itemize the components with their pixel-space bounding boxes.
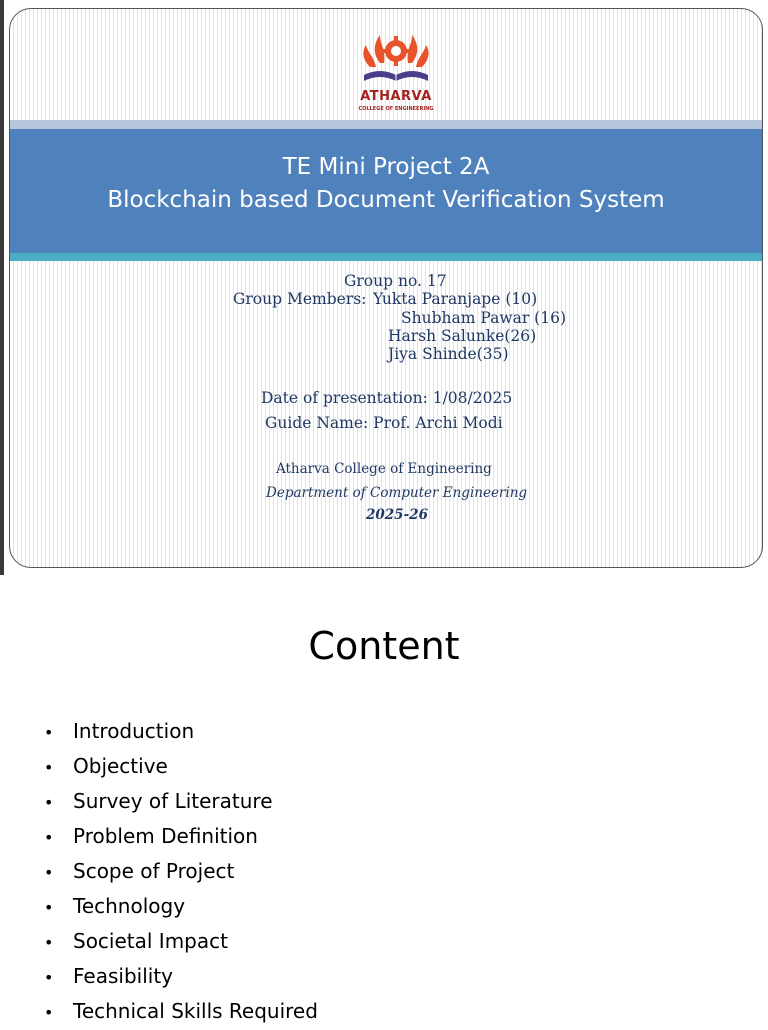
group-member: Harsh Salunke(26) xyxy=(388,327,537,345)
logo-subtitle: COLLEGE OF ENGINEERING xyxy=(358,106,434,112)
list-item-label: Problem Definition xyxy=(73,824,258,848)
list-item-label: Survey of Literature xyxy=(73,789,273,813)
bullet-icon: • xyxy=(44,898,54,917)
list-item-label: Technology xyxy=(73,894,186,918)
list-item xyxy=(44,855,318,890)
list-item xyxy=(44,995,318,1030)
college-logo xyxy=(350,23,442,119)
title-band-top xyxy=(10,120,762,129)
list-item xyxy=(44,925,318,960)
page-left-edge xyxy=(0,0,4,575)
content-heading: Content xyxy=(308,624,460,668)
group-members-label: Group Members: xyxy=(233,290,367,308)
list-item xyxy=(44,785,318,820)
list-item xyxy=(44,715,318,750)
list-item-label: Societal Impact xyxy=(73,929,228,953)
logo-name: ATHARVA xyxy=(360,89,432,104)
slide-title-line1: TE Mini Project 2A xyxy=(282,154,490,180)
list-item-label: Technical Skills Required xyxy=(73,999,318,1023)
title-slide xyxy=(9,8,763,568)
slide-title-line2: Blockchain based Document Verification System xyxy=(107,187,665,213)
group-member: Jiya Shinde(35) xyxy=(388,345,509,363)
bullet-icon: • xyxy=(44,933,54,952)
group-member: Yukta Paranjape (10) xyxy=(373,290,538,308)
presentation-date: Date of presentation: 1/08/2025 xyxy=(261,389,513,407)
list-item xyxy=(44,750,318,785)
list-item-label: Feasibility xyxy=(73,964,173,988)
bullet-icon: • xyxy=(44,968,54,987)
bullet-icon: • xyxy=(44,758,54,777)
logo-emblem-icon xyxy=(350,23,442,93)
college-name: Atharva College of Engineering xyxy=(276,461,492,477)
bullet-icon: • xyxy=(44,863,54,882)
bullet-icon: • xyxy=(44,828,54,847)
guide-name: Guide Name: Prof. Archi Modi xyxy=(265,414,503,432)
list-item xyxy=(44,820,318,855)
list-item-label: Introduction xyxy=(73,719,195,743)
group-member: Shubham Pawar (16) xyxy=(401,309,566,327)
content-list xyxy=(44,715,318,1030)
list-item xyxy=(44,890,318,925)
list-item-label: Scope of Project xyxy=(73,859,235,883)
title-band-bottom xyxy=(10,253,762,261)
bullet-icon: • xyxy=(44,793,54,812)
department-name: Department of Computer Engineering xyxy=(266,485,528,501)
academic-year: 2025-26 xyxy=(366,507,428,523)
group-number: Group no. 17 xyxy=(344,272,447,290)
list-item xyxy=(44,960,318,995)
list-item-label: Objective xyxy=(73,754,168,778)
bullet-icon: • xyxy=(44,1003,54,1022)
bullet-icon: • xyxy=(44,723,54,742)
